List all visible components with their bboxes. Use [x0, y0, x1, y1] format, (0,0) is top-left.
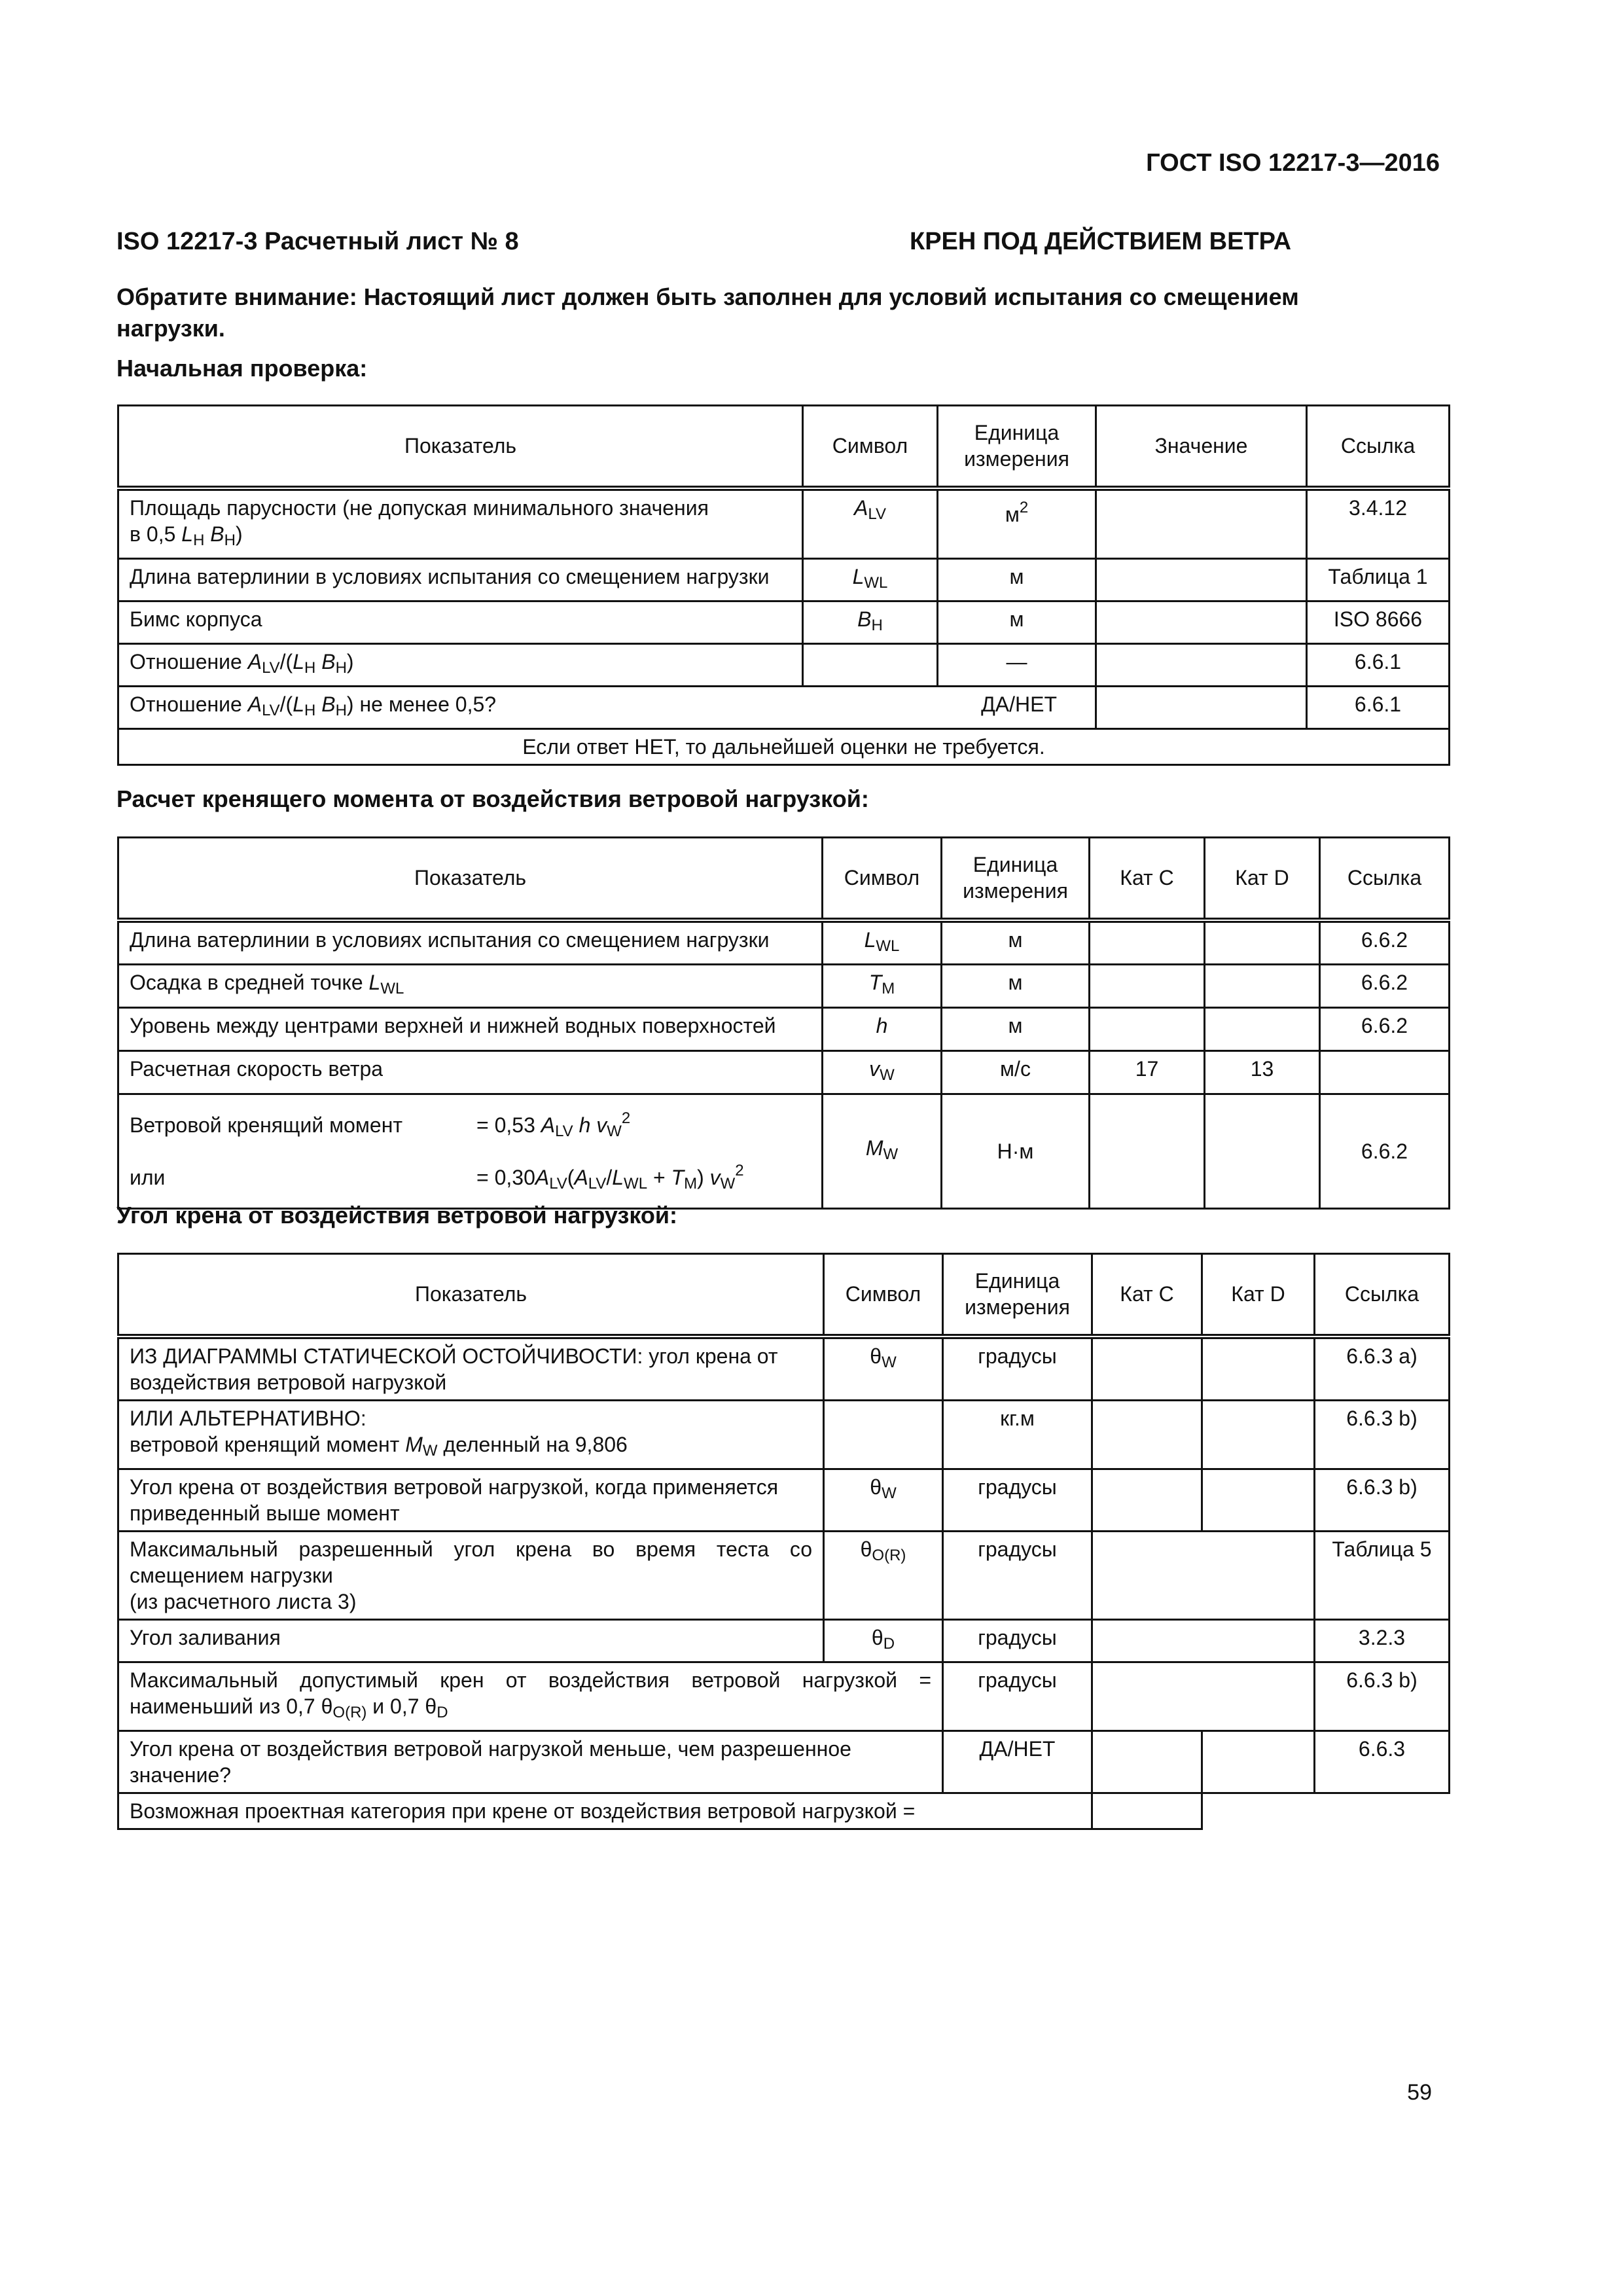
heeling-moment-table [117, 836, 1450, 1210]
cell-cat-d[interactable] [1202, 1469, 1315, 1531]
col-header: Ссылка [1307, 406, 1450, 488]
cell-indicator: Площадь парусности (не допуская минимального значения в 0,5 $L_H$ $B_H$) [118, 488, 803, 559]
cell-unit: градусы [943, 1531, 1092, 1619]
cell-value[interactable] [1092, 1662, 1315, 1731]
col-header: Единица измерения [938, 406, 1096, 488]
table-row [118, 1336, 1450, 1401]
cell-cat-d: 13 [1205, 1050, 1320, 1094]
col-header: Значение [1096, 406, 1307, 488]
col-header: Показатель [118, 1254, 824, 1336]
cell-indicator: Расчетная скорость ветра [118, 1050, 823, 1094]
cell-unit: градусы [943, 1662, 1092, 1731]
col-header: Символ [824, 1254, 943, 1336]
cell-value[interactable] [1096, 643, 1307, 686]
cell-unit: м [938, 558, 1096, 601]
cell-ref: 6.6.1 [1307, 643, 1450, 686]
cell-unit: градусы [943, 1469, 1092, 1531]
cell-unit: м [942, 1007, 1090, 1050]
table-footer-note: Если ответ НЕТ, то дальнейшей оценки не требуется. [118, 728, 1450, 764]
table-row [118, 920, 1450, 965]
sheet-topic: КРЕН ПОД ДЕЙСТВИЕМ ВЕТРА [910, 228, 1292, 255]
cell-cat-d[interactable] [1202, 1336, 1315, 1401]
cell-cat-c[interactable] [1092, 1469, 1202, 1531]
cell-indicator: Уровень между центрами верхней и нижней водных поверхностей [118, 1007, 823, 1050]
col-header: Единица измерения [942, 838, 1090, 920]
cell-value[interactable] [1096, 558, 1307, 601]
cell-cat-d[interactable] [1202, 1400, 1315, 1469]
table-row [118, 964, 1450, 1007]
cell-indicator: Максимальный разрешенный угол крена во время теста со смещением нагрузки (из расчетного листа 3) [118, 1531, 824, 1619]
cell-unit: градусы [943, 1619, 1092, 1662]
cell-ref: Таблица 5 [1315, 1531, 1450, 1619]
cell-unit: $м^2$ [938, 488, 1096, 559]
cell-ref: 6.6.2 [1320, 1094, 1450, 1208]
cell-indicator: Отношение $A_{LV}/(L_H$ $B_H$) [118, 643, 803, 686]
cell-symbol [824, 1400, 943, 1469]
cell-ref: 6.6.1 [1307, 686, 1450, 728]
col-header: Единица измерения [943, 1254, 1092, 1336]
cell-symbol: $\theta_W$ [824, 1469, 943, 1531]
cell-ref: 6.6.2 [1320, 1007, 1450, 1050]
section-heading-heeling-moment: Расчет кренящего момента от воздействия ветровой нагрузкой: [116, 785, 869, 812]
note: Обратите внимание: Настоящий лист должен быть заполнен для условий испытания со смещением нагрузки. [116, 283, 1299, 342]
cell-unit: м [938, 601, 1096, 643]
table-row [118, 1662, 1450, 1731]
cell-ref: 6.6.3 b) [1315, 1400, 1450, 1469]
yes-no-label: ДА/НЕТ [981, 692, 1057, 716]
cell-indicator: Возможная проектная категория при крене от воздействия ветровой нагрузкой = [118, 1793, 1092, 1829]
col-header: Символ [823, 838, 942, 920]
cell-cat-d[interactable] [1205, 1007, 1320, 1050]
cell-ref: 6.6.3 b) [1315, 1662, 1450, 1731]
cell-indicator: Отношение $A_{LV}/(L_H$ $B_H$) не менее 0,5? ДА/НЕТ [118, 686, 1096, 728]
table-row [118, 1007, 1450, 1050]
table-row [118, 1731, 1450, 1793]
table-row [118, 1469, 1450, 1531]
cell-value[interactable] [1092, 1531, 1315, 1619]
cell-unit: Н·м [942, 1094, 1090, 1208]
cell-ref: 6.6.3 a) [1315, 1336, 1450, 1401]
cell-symbol: $M_W$ [823, 1094, 942, 1208]
cell-symbol [803, 643, 938, 686]
cell-indicator: Длина ватерлинии в условиях испытания со смещением нагрузки [118, 920, 823, 965]
col-header: Символ [803, 406, 938, 488]
cell-ref: 6.6.2 [1320, 920, 1450, 965]
cell-ref [1320, 1050, 1450, 1094]
cell-ref: ISO 8666 [1307, 601, 1450, 643]
col-header: Кат C [1092, 1254, 1202, 1336]
section-heading-initial-check: Начальная проверка: [116, 355, 368, 382]
table-row [118, 1531, 1450, 1619]
cell-symbol: $L_{WL}$ [803, 558, 938, 601]
sheet-title: ISO 12217-3 Расчетный лист № 8 [116, 228, 519, 255]
table-row [118, 686, 1450, 728]
cell-cat-d[interactable] [1205, 964, 1320, 1007]
cell-indicator: Угол крена от воздействия ветровой нагрузкой, когда применяется приведенный выше момент [118, 1469, 824, 1531]
cell-symbol: $T_M$ [823, 964, 942, 1007]
cell-indicator: Длина ватерлинии в условиях испытания со смещением нагрузки [118, 558, 803, 601]
cell-ref: 3.4.12 [1307, 488, 1450, 559]
cell-indicator: ИЛИ АЛЬТЕРНАТИВНО: ветровой кренящий момент $M_W$ деленный на 9,806 [118, 1400, 824, 1469]
cell-symbol: $\theta_W$ [824, 1336, 943, 1401]
cell-ref: Таблица 1 [1307, 558, 1450, 601]
cell-value[interactable] [1096, 488, 1307, 559]
cell-value[interactable] [1092, 1619, 1315, 1662]
cell-indicator: Угол крена от воздействия ветровой нагрузкой меньше, чем разрешенное значение? [118, 1731, 943, 1793]
col-header: Показатель [118, 838, 823, 920]
cell-cat-c[interactable] [1092, 1336, 1202, 1401]
cell-indicator: ИЗ ДИАГРАММЫ СТАТИЧЕСКОЙ ОСТОЙЧИВОСТИ: угол крена от воздействия ветровой нагрузкой [118, 1336, 824, 1401]
cell-unit: кг.м [943, 1400, 1092, 1469]
cell-indicator: Ветровой кренящий момент = 0,53 $A_{LV}$ h $v_W^2$ или = $0,30A_{LV}(A_{LV}/L_{WL} + T_M)$ $v_W^2$ [118, 1094, 823, 1208]
cell-symbol: $A_{LV}$ [803, 488, 938, 559]
table-row [118, 728, 1450, 764]
cell-cat-c[interactable] [1092, 1400, 1202, 1469]
cell-symbol: $v_W$ [823, 1050, 942, 1094]
table-row [118, 643, 1450, 686]
cell-indicator: Угол заливания [118, 1619, 824, 1662]
cell-cat-c[interactable] [1090, 920, 1205, 965]
empty-cell [1202, 1793, 1450, 1829]
cell-indicator: Бимс корпуса [118, 601, 803, 643]
cell-value[interactable] [1096, 686, 1307, 728]
cell-indicator: Максимальный допустимый крен от воздействия ветровой нагрузкой = наименьший из 0,7 $\theta_{O(R)}$ и 0,7 $\theta_D$ [118, 1662, 943, 1731]
col-header: Кат C [1090, 838, 1205, 920]
cell-cat-d[interactable] [1202, 1731, 1315, 1793]
section-heading-heel-angle: Угол крена от воздействия ветровой нагрузкой: [116, 1202, 677, 1229]
cell-unit: м [942, 920, 1090, 965]
col-header: Ссылка [1315, 1254, 1450, 1336]
cell-unit: м [942, 964, 1090, 1007]
cell-symbol: $\theta_{O(R)}$ [824, 1531, 943, 1619]
table-row [118, 1094, 1450, 1208]
table-row [118, 1400, 1450, 1469]
col-header: Ссылка [1320, 838, 1450, 920]
cell-ref: 6.6.3 [1315, 1731, 1450, 1793]
cell-cat-c[interactable] [1090, 1007, 1205, 1050]
cell-ref: 3.2.3 [1315, 1619, 1450, 1662]
cell-cat-d[interactable] [1205, 1094, 1320, 1208]
table-row [118, 1619, 1450, 1662]
heel-angle-table [117, 1253, 1450, 1830]
cell-ref: 6.6.3 b) [1315, 1469, 1450, 1531]
col-header: Показатель [118, 406, 803, 488]
cell-symbol: $B_H$ [803, 601, 938, 643]
cell-ref: 6.6.2 [1320, 964, 1450, 1007]
cell-cat-d[interactable] [1205, 920, 1320, 965]
initial-check-table [117, 404, 1450, 766]
cell-category-result[interactable] [1092, 1793, 1202, 1829]
cell-cat-c[interactable] [1092, 1731, 1202, 1793]
cell-cat-c: 17 [1090, 1050, 1205, 1094]
page-number: 59 [1407, 2080, 1432, 2105]
cell-cat-c[interactable] [1090, 964, 1205, 1007]
cell-unit: — [938, 643, 1096, 686]
col-header: Кат D [1202, 1254, 1315, 1336]
cell-cat-c[interactable] [1090, 1094, 1205, 1208]
cell-unit: м/с [942, 1050, 1090, 1094]
table-row [118, 601, 1450, 643]
table-row [118, 1050, 1450, 1094]
col-header: Кат D [1205, 838, 1320, 920]
cell-value[interactable] [1096, 601, 1307, 643]
cell-indicator: Осадка в средней точке $L_{WL}$ [118, 964, 823, 1007]
cell-symbol: h [823, 1007, 942, 1050]
standard-number: ГОСТ ISO 12217-3—2016 [1146, 149, 1440, 177]
cell-unit: ДА/НЕТ [943, 1731, 1092, 1793]
table-row [118, 558, 1450, 601]
table-row [118, 488, 1450, 559]
table-row [118, 1793, 1450, 1829]
cell-symbol: $L_{WL}$ [823, 920, 942, 965]
cell-unit: градусы [943, 1336, 1092, 1401]
cell-symbol: $\theta_D$ [824, 1619, 943, 1662]
